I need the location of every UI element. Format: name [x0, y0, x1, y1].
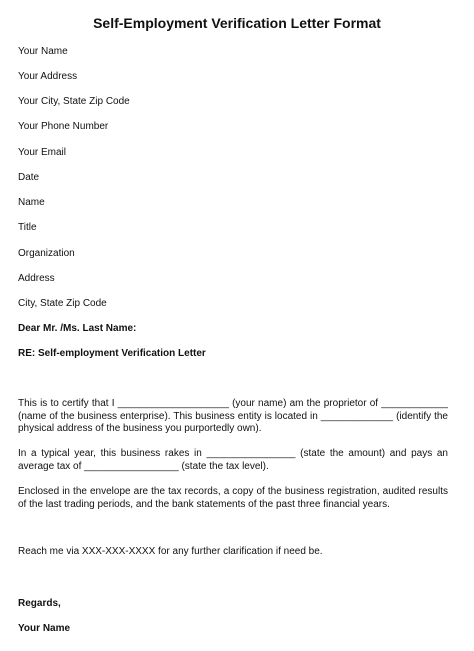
- recipient-address: Address: [18, 273, 55, 284]
- recipient-title: Title: [18, 222, 37, 233]
- salutation: Dear Mr. /Ms. Last Name:: [18, 323, 137, 334]
- sender-phone: Your Phone Number: [18, 121, 109, 132]
- closing: Regards,: [18, 598, 61, 609]
- paragraph-text: Enclosed in the envelope are the tax records, a copy of the business registration, audited results of the last trading periods, and the bank statements of the past three financial years.: [18, 486, 448, 510]
- paragraph-text: In a typical year, this business rakes in ________________ (state the amount) and pays an average tax of _________________ (state the tax level).: [18, 448, 448, 472]
- sender-address: Your Address: [18, 71, 78, 82]
- paragraph-text: Reach me via XXX-XXX-XXXX for any further clarification if need be.: [18, 546, 323, 557]
- document-title: Self-Employment Verification Letter Format: [93, 15, 381, 31]
- body-paragraph-contact: [18, 546, 448, 559]
- sender-name: Your Name: [18, 46, 68, 57]
- recipient-name: Name: [18, 197, 45, 208]
- letter-date: Date: [18, 172, 40, 183]
- sender-city-state-zip: Your City, State Zip Code: [18, 96, 130, 107]
- recipient-city-state-zip: City, State Zip Code: [18, 298, 107, 309]
- signature-name: Your Name: [18, 623, 71, 634]
- sender-email: Your Email: [18, 147, 66, 158]
- paragraph-text: This is to certify that I ____________________ (your name) am the proprietor of ____________ (name of the business enterprise). This business entity is located in _____________ (identify the physical address of the business you purportedly own).: [18, 398, 448, 434]
- body-paragraph-enclosures: [18, 486, 448, 511]
- body-paragraph-income: [18, 448, 448, 473]
- recipient-organization: Organization: [18, 248, 75, 259]
- body-paragraph-certify: [18, 398, 448, 436]
- subject-line: RE: Self-employment Verification Letter: [18, 348, 206, 359]
